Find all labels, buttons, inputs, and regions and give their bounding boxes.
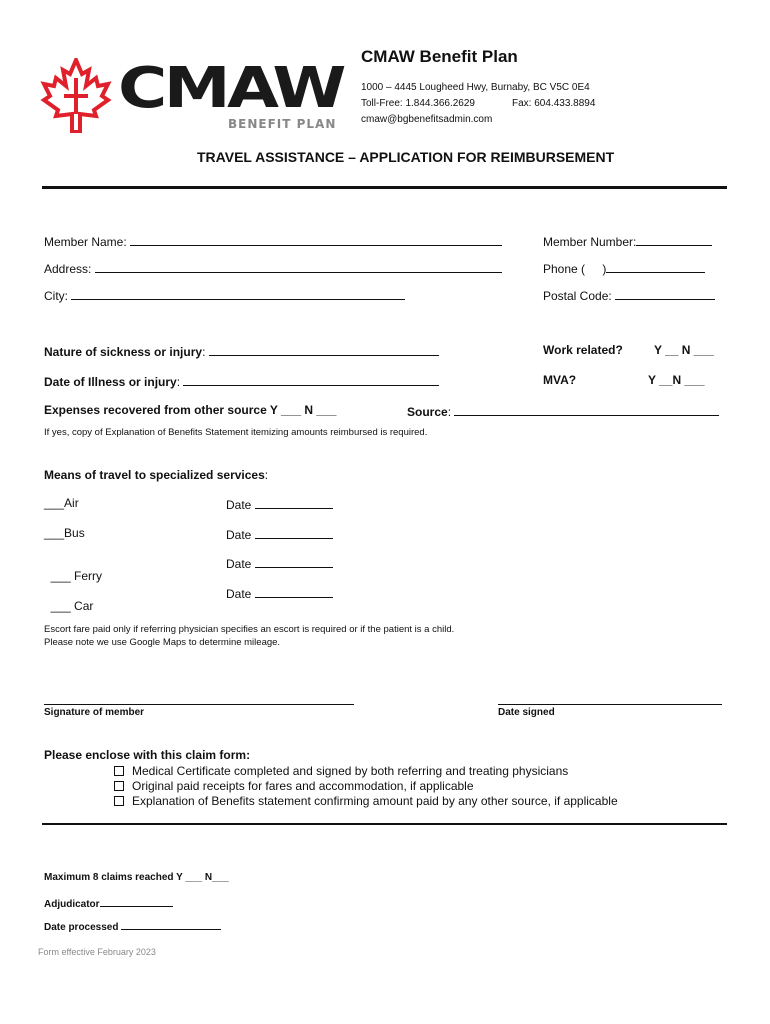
nature-row [44, 343, 439, 359]
member-number-row [543, 233, 712, 249]
travel-date-label: Date [226, 528, 252, 542]
date-processed-row [44, 919, 221, 933]
org-address: 1000 – 4445 Lougheed Hwy, Burnaby, BC V5C 0E4 [361, 82, 590, 93]
member-name-field[interactable] [130, 233, 502, 246]
travel-option-car[interactable] [44, 585, 93, 613]
travel-date-field[interactable] [255, 526, 333, 539]
phone-label: Phone ( [543, 262, 586, 276]
form-title: TRAVEL ASSISTANCE – APPLICATION FOR REIMBURSEMENT [197, 149, 615, 165]
travel-date-field[interactable] [255, 496, 333, 509]
org-tollfree: Toll-Free: 1.844.366.2629 [361, 98, 475, 109]
eob-note: If yes, copy of Explanation of Benefits Statement itemizing amounts reimbursed is required. [44, 427, 428, 438]
travel-label: Car [74, 599, 94, 613]
source-colon: : [447, 405, 452, 419]
signature-label: Signature of member [44, 707, 145, 718]
source-field[interactable] [454, 403, 719, 416]
maple-leaf-icon [40, 58, 112, 133]
signature-line[interactable] [44, 704, 354, 705]
member-name-row [44, 233, 502, 249]
enclose-item [114, 779, 474, 793]
enclose-rule [42, 823, 727, 825]
enclose-item [114, 794, 618, 808]
travel-mark: ___ [50, 569, 75, 583]
travel-date-label: Date [226, 557, 252, 571]
travel-date-field[interactable] [255, 585, 333, 598]
travel-mark: ___ [44, 496, 65, 510]
mva-label: MVA? [543, 373, 577, 387]
travel-label: Bus [64, 526, 85, 540]
date-signed-label: Date signed [498, 707, 555, 718]
travel-mark: ___ [50, 599, 75, 613]
nature-field[interactable] [209, 343, 439, 356]
phone-row [543, 260, 705, 276]
enclose-item-text: Medical Certificate completed and signed by both referring and treating physicians [132, 764, 569, 778]
illness-date-field[interactable] [183, 373, 439, 386]
illness-date-label: Date of Illness or injury [44, 375, 177, 389]
title-rule [42, 186, 727, 189]
source-row [407, 403, 719, 419]
travel-label: Air [64, 496, 79, 510]
travel-date-label: Date [226, 587, 252, 601]
mileage-note: Please note we use Google Maps to determine mileage. [44, 637, 281, 648]
adjudicator-field[interactable] [100, 896, 173, 907]
phone-field[interactable] [606, 260, 705, 273]
form-effective-footer: Form effective February 2023 [38, 947, 156, 957]
member-number-label: Member Number: [543, 235, 637, 249]
phone-close: ) [602, 262, 607, 276]
address-label: Address: [44, 262, 92, 276]
enclose-heading: Please enclose with this claim form: [44, 748, 251, 762]
checkbox-icon[interactable] [114, 796, 124, 806]
travel-date-bus [226, 526, 333, 542]
checkbox-icon[interactable] [114, 781, 124, 791]
address-row [44, 260, 502, 276]
postal-field[interactable] [615, 287, 715, 300]
date-processed-label: Date processed [44, 922, 119, 933]
travel-heading: Means of travel to specialized services [44, 468, 265, 482]
city-label: City: [44, 289, 68, 303]
travel-option-air[interactable] [44, 496, 79, 510]
max-claims[interactable]: Maximum 8 claims reached Y ___ N___ [44, 872, 229, 883]
enclose-item-text: Original paid receipts for fares and accommodation, if applicable [132, 779, 474, 793]
travel-option-ferry[interactable] [44, 555, 102, 583]
illness-date-row [44, 373, 439, 389]
enclose-item-text: Explanation of Benefits statement confirming amount paid by any other source, if applicable [132, 794, 618, 808]
city-row [44, 287, 405, 303]
travel-date-field[interactable] [255, 555, 333, 568]
travel-option-bus[interactable] [44, 526, 85, 540]
city-field[interactable] [71, 287, 405, 300]
enclose-item [114, 764, 568, 778]
travel-heading-colon: : [264, 468, 269, 482]
org-name: CMAW Benefit Plan [361, 47, 518, 66]
travel-heading-row [44, 468, 268, 482]
date-processed-field[interactable] [121, 919, 221, 930]
postal-row [543, 287, 715, 303]
org-email: cmaw@bgbenefitsadmin.com [361, 114, 493, 125]
org-fax: Fax: 604.433.8894 [512, 98, 596, 109]
illness-date-colon: : [176, 375, 181, 389]
travel-date-car [226, 585, 333, 601]
mva-yn[interactable]: Y __N ___ [648, 373, 705, 387]
adjudicator-row [44, 896, 173, 910]
travel-mark: ___ [44, 526, 65, 540]
logo-text: CMAW [118, 56, 343, 121]
travel-date-air [226, 496, 333, 512]
travel-date-ferry [226, 555, 333, 571]
logo [40, 58, 350, 133]
work-related-yn[interactable]: Y __ N ___ [654, 343, 714, 357]
travel-date-label: Date [226, 498, 252, 512]
checkbox-icon[interactable] [114, 766, 124, 776]
nature-colon: : [202, 345, 206, 359]
adjudicator-label: Adjudicator [44, 899, 100, 910]
address-field[interactable] [95, 260, 502, 273]
travel-label: Ferry [74, 569, 103, 583]
work-related-label: Work related? [543, 343, 623, 357]
nature-label: Nature of sickness or injury [44, 345, 203, 359]
expenses-recovered[interactable]: Expenses recovered from other source Y ___ N ___ [44, 403, 337, 417]
postal-label: Postal Code: [543, 289, 612, 303]
escort-note: Escort fare paid only if referring physician specifies an escort is required or if the patient is a child. [44, 624, 455, 635]
source-label: Source [407, 405, 448, 419]
member-number-field[interactable] [636, 233, 712, 246]
member-name-label: Member Name: [44, 235, 127, 249]
logo-subtext: BENEFIT PLAN [228, 117, 337, 131]
date-signed-line[interactable] [498, 704, 722, 705]
